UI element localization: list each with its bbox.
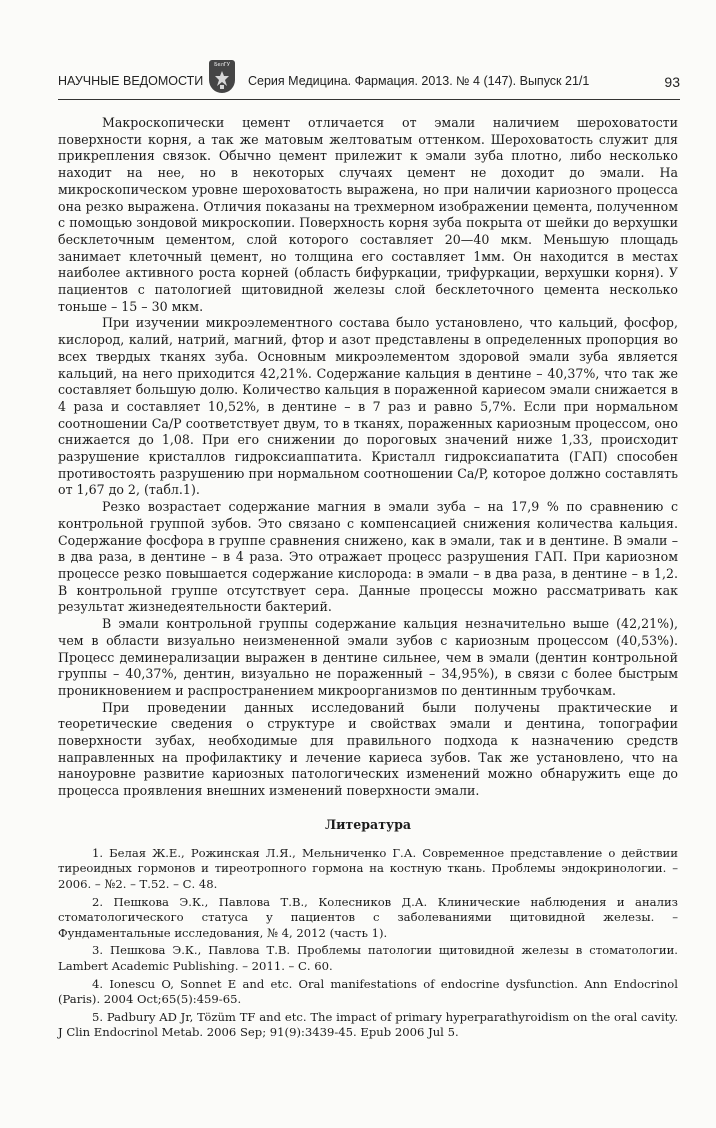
reference-list: [58, 846, 678, 1041]
reference-item: 2. Пешкова Э.К., Павлова Т.В., Колесников Д.А. Клинические наблюдения и анализ стоматологического статуса у пациентов с заболеваниями щитовидной железы. – Фундаментальные исследования, № 4, 2012 (часть 1).: [58, 894, 678, 940]
page-number: 93: [664, 74, 680, 90]
paragraph: В эмали контрольной группы содержание кальция незначительно выше (42,21%), чем в области визуально неизмененной эмали зубов с кариозным процессом (40,53%). Процесс деминерализации выражен в дентине сильнее, чем в эмали (дентин контрольной группы – 40,37%, дентин, визуально не пораженный – 34,95%), в связи с более быстрым проникновением и распространением микроорганизмов по дентинным трубочкам.: [58, 616, 678, 698]
paragraph: Макроскопически цемент отличается от эмали наличием шероховатости поверхности корня, а так же матовым желтоватым оттенком. Шероховатость служит для прикрепления связок. Обычно цемент прилежит к эмали зуба плотно, либо несколько находит на нее, но в некоторых случаях цемент не доходит до эмали. На микроскопическом уровне шероховатость выражена, но при наличии кариозного процесса она резко выражена. Отличия показаны на трехмерном изображении цемента, полученном с помощью зондовой микроскопии. Поверхность корня зуба покрыта от шейки до верхушки бесклеточным цементом, слой которого составляет 20—40 мкм. Меньшую площадь занимает клеточный цемент, но толщина его составляет 1мм. Он находится в местах наиболее активного роста корней (область бифуркации, трифуркации, верхушки корня). У пациентов с патологией щитовидной железы слой бесклеточного цемента несколько тоньше – 15 – 30 мкм.: [58, 115, 678, 314]
reference-item: 3. Пешкова Э.К., Павлова Т.В. Проблемы патологии щитовидной железы в стоматологии. Lambert Academic Publishing. – 2011. – С. 60.: [58, 943, 678, 973]
journal-name: НАУЧНЫЕ ВЕДОМОСТИ: [58, 74, 204, 88]
paragraph: При изучении микроэлементного состава было установлено, что кальций, фосфор, кислород, калий, натрий, магний, фтор и азот представлены в определенных пропорция во всех твердых тканях зуба. Основным микроэлементом здоровой эмали зуба является кальций, на него приходится 42,21%. Содержание кальция в дентине – 40,37%, что так же составляет большую долю. Количество кальция в пораженной кариесом эмали снижается в 4 раза и составляет 10,52%, в дентине – в 7 раз и равно 5,7%. Если при нормальном соотношении Ca/P соответствует двум, то в тканях, пораженных кариозным процессом, оно снижается до 1,08. При его снижении до пороговых значений ниже 1,33, происходит разрушение кристаллов гидроксиаппатита. Кристалл гидроксиапатита (ГАП) способен противостоять разрушению при нормальном соотношении Ca/P, которое должно составлять от 1,67 до 2, (табл.1).: [58, 315, 678, 498]
series-info: Серия Медицина. Фармация. 2013. № 4 (147). Выпуск 21/1: [248, 74, 590, 88]
reference-item: 4. Ionescu O, Sonnet E and etc. Oral manifestations of endocrine dysfunction. Ann Endocrinol (Paris). 2004 Oct;65(5):459-65.: [58, 976, 678, 1007]
paragraph: Резко возрастает содержание магния в эмали зуба – на 17,9 % по сравнению с контрольной группой зубов. Это связано с компенсацией снижения количества кальция. Содержание фосфора в группе сравнения снижено, как в эмали, так и в дентине. В эмали – в два раза, в дентине – в 4 раза. Это отражает процесс разрушения ГАП. При кариозном процессе резко повышается содержание кислорода: в эмали – в два раза, в дентине – в 1,2. В контрольной группе отсутствует сера. Данные процессы можно рассматривать как результат жизнедеятельности бактерий.: [58, 499, 678, 615]
crest-icon: [213, 70, 231, 90]
literature-title: Литература: [324, 816, 412, 832]
header-rule: [58, 99, 680, 100]
page-header: [58, 58, 680, 98]
university-logo: [209, 60, 235, 93]
reference-item: 5. Padbury AD Jr, Tözüm TF and etc. The impact of primary hyperparathyroidism on the oral cavity. J Clin Endocrinol Metab. 2006 Sep; 91(9):3439-45. Epub 2006 Jul 5.: [58, 1009, 678, 1040]
reference-item: 1. Белая Ж.Е., Рожинская Л.Я., Мельниченко Г.А. Современное представление о действии тиреоидных гормонов и тиреотропного гормона на костную ткань. Проблемы эндокринологии. – 2006. – №2. – Т.52. – С. 48.: [58, 845, 678, 892]
logo-text: БелГУ: [214, 62, 230, 68]
paragraph: При проведении данных исследований были получены практические и теоретические сведения о структуре и свойствах эмали и дентина, топографии поверхности зубах, необходимые для правильного подхода к назначению средств направленных на профилактику и лечение кариеса зубов. Так же установлено, что на наноуровне развитие кариозных патологических изменений можно обнаружить еще до процесса проявления внешних изменений поверхности эмали.: [58, 699, 678, 799]
article-body: [58, 115, 678, 1041]
